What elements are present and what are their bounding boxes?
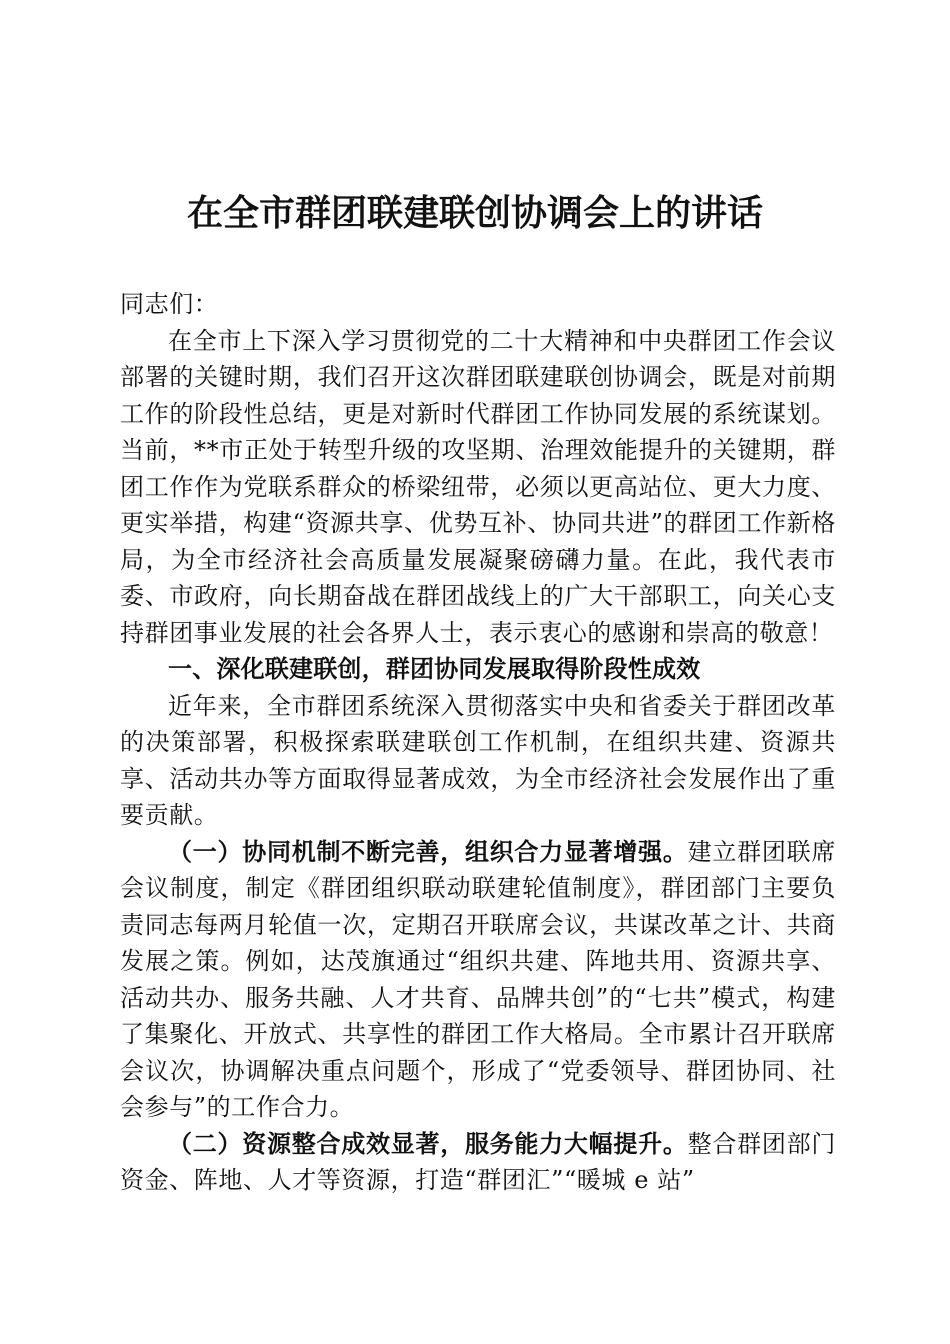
document-body	[120, 286, 836, 1199]
section-1-item-1-lead: （一）协同机制不断完善，组织合力显著增强。	[168, 836, 688, 866]
greeting: 同志们：	[120, 290, 219, 318]
intro-paragraph: 在全市上下深入学习贯彻党的二十大精神和中央群团工作会议部署的关键时期，我们召开这次群团联建联创协调会，既是对前期工作的阶段性总结，更是对新时代群团工作协同发展的系统谋划。当前，**市正处于转型升级的攻坚期、治理效能提升的关键期，群团工作作为党联系群众的桥梁纽带，必须以更高站位、更大力度、更实举措，构建“资源共享、优势互补、协同共进”的群团工作新格局，为全市经济社会高质量发展凝聚磅礴力量。在此，我代表市委、市政府，向长期奋战在群团战线上的广大干部职工，向关心支持群团事业发展的社会各界人士，表示衷心的感谢和崇高的敬意！	[120, 326, 836, 647]
section-1-item-2-lead: （二）资源整合成效显著，服务能力大幅提升。	[168, 1128, 688, 1158]
section-1-item-2-text: 整合群团部门资金、阵地、人才等资源，打造“群团汇”“暖城 e 站”	[120, 1129, 836, 1194]
section-1-heading: 一、深化联建联创，群团协同发展取得阶段性成效	[168, 655, 701, 683]
section-1-item-1-text: 建立群团联席会议制度，制定《群团组织联动联建轮值制度》，群团部门主要负责同志每两月轮值一次，定期召开联席会议，共谋改革之计、共商发展之策。例如，达茂旗通过“组织共建、阵地共用、资源共享、活动共办、服务共融、人才共育、品牌共创”的“七共”模式，构建了集聚化、开放式、共享性的群团工作大格局。全市累计召开联席会议次，协调解决重点问题个，形成了“党委领导、群团协同、社会参与”的工作合力。	[120, 837, 836, 1121]
section-1-item-2-paragraph	[120, 1126, 836, 1199]
section-1-intro-paragraph: 近年来，全市群团系统深入贯彻落实中央和省委关于群团改革的决策部署，积极探索联建联创工作机制，在组织共建、资源共享、活动共办等方面取得显著成效，为全市经济社会发展作出了重要贡献。	[120, 691, 836, 829]
section-1-item-1-paragraph	[120, 834, 836, 1126]
document-title: 在全市群团联建联创协调会上的讲话	[186, 192, 763, 234]
